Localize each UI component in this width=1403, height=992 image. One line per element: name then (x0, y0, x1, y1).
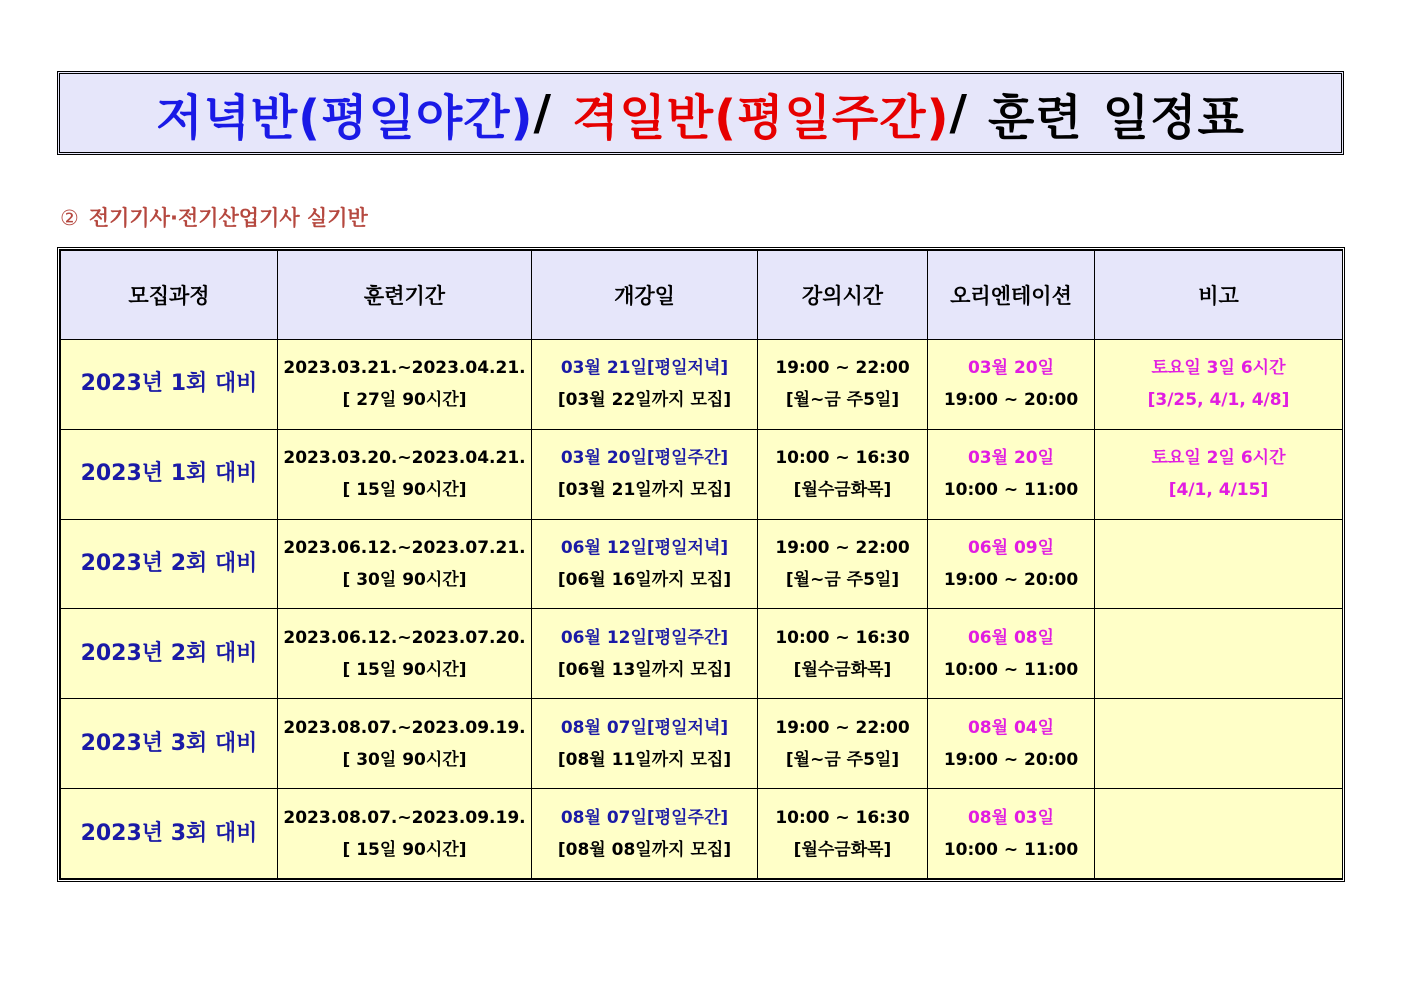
table-row (61, 340, 1343, 430)
orientation-cell (928, 429, 1095, 519)
title-evening-class: 저녁반(평일야간) (156, 89, 534, 146)
header-notes: 비고 (1095, 251, 1343, 340)
orientation-date: 03월 20일 (967, 448, 1055, 469)
title-training: 훈련 (988, 89, 1083, 146)
course-cell: 2023년 3회 대비 (61, 699, 278, 789)
time-cell (758, 429, 928, 519)
class-days: [월수금화목] (793, 659, 892, 680)
class-time: 10:00 ~ 16:30 (775, 627, 910, 648)
class-days: [월~금 주5일] (785, 749, 900, 770)
period-days: [ 30일 90시간] (342, 749, 467, 770)
title-alternate-class: 격일반(평일주간) (572, 89, 950, 146)
period-days: [ 27일 90시간] (342, 390, 467, 411)
header-course: 모집과정 (61, 251, 278, 340)
orientation-cell (928, 789, 1095, 879)
start-cell (532, 340, 758, 430)
start-date: 03월 21일[평일저녁] (560, 358, 729, 379)
header-period: 훈련기간 (278, 251, 532, 340)
start-date: 06월 12일[평일주간] (560, 627, 729, 648)
orientation-cell (928, 519, 1095, 609)
period-range: 2023.06.12.~2023.07.20. (283, 627, 526, 648)
course-cell: 2023년 3회 대비 (61, 789, 278, 879)
header-start-date: 개강일 (532, 251, 758, 340)
notes-cell (1095, 340, 1343, 430)
section-number: ② (60, 206, 79, 230)
title-separator: / (949, 85, 969, 141)
time-cell (758, 789, 928, 879)
period-range: 2023.03.21.~2023.04.21. (283, 358, 526, 379)
title-separator: / (533, 85, 553, 141)
period-cell (278, 519, 532, 609)
orientation-date: 08월 04일 (967, 717, 1055, 738)
period-range: 2023.06.12.~2023.07.21. (283, 538, 526, 559)
table-row (61, 789, 1343, 879)
recruit-deadline: [03월 21일까지 모집] (557, 480, 732, 501)
time-cell (758, 340, 928, 430)
page-title (57, 71, 1344, 155)
orientation-time: 19:00 ~ 20:00 (943, 570, 1079, 591)
orientation-cell (928, 699, 1095, 789)
table-row (61, 699, 1343, 789)
class-days: [월~금 주5일] (785, 390, 900, 411)
section-title: 전기기사·전기산업기사 실기반 (88, 206, 368, 230)
class-time: 10:00 ~ 16:30 (775, 448, 910, 469)
table-row (61, 519, 1343, 609)
orientation-date: 06월 08일 (967, 627, 1055, 648)
period-cell (278, 609, 532, 699)
title-schedule: 일정표 (1102, 89, 1245, 146)
time-cell (758, 609, 928, 699)
period-range: 2023.08.07.~2023.09.19. (283, 807, 526, 828)
notes-cell (1095, 609, 1343, 699)
period-days: [ 15일 90시간] (342, 480, 467, 501)
orientation-date: 03월 20일 (967, 358, 1055, 379)
notes-cell (1095, 699, 1343, 789)
recruit-deadline: [03월 22일까지 모집] (557, 390, 732, 411)
orientation-time: 10:00 ~ 11:00 (943, 480, 1079, 501)
start-date: 03월 20일[평일주간] (560, 448, 729, 469)
start-cell (532, 519, 758, 609)
class-time: 10:00 ~ 16:30 (775, 807, 910, 828)
course-cell: 2023년 1회 대비 (61, 340, 278, 430)
start-cell (532, 429, 758, 519)
start-cell (532, 789, 758, 879)
class-days: [월수금화목] (793, 839, 892, 860)
recruit-deadline: [08월 08일까지 모집] (557, 839, 732, 860)
orientation-time: 19:00 ~ 20:00 (943, 749, 1079, 770)
table-row (61, 429, 1343, 519)
orientation-date: 06월 09일 (967, 538, 1055, 559)
note-line: 토요일 2일 6시간 (1151, 448, 1286, 469)
start-cell (532, 609, 758, 699)
orientation-time: 19:00 ~ 20:00 (943, 390, 1079, 411)
period-days: [ 15일 90시간] (342, 839, 467, 860)
orientation-time: 10:00 ~ 11:00 (943, 659, 1079, 680)
class-days: [월~금 주5일] (785, 570, 900, 591)
time-cell (758, 519, 928, 609)
start-date: 08월 07일[평일저녁] (560, 717, 729, 738)
table-header-row (61, 251, 1343, 340)
recruit-deadline: [06월 16일까지 모집] (557, 570, 732, 591)
note-line: [3/25, 4/1, 4/8] (1147, 390, 1290, 411)
header-class-time: 강의시간 (758, 251, 928, 340)
course-cell: 2023년 2회 대비 (61, 609, 278, 699)
class-days: [월수금화목] (793, 480, 892, 501)
period-cell (278, 789, 532, 879)
course-cell: 2023년 1회 대비 (61, 429, 278, 519)
period-cell (278, 340, 532, 430)
period-days: [ 15일 90시간] (342, 659, 467, 680)
period-range: 2023.03.20.~2023.04.21. (283, 448, 526, 469)
orientation-cell (928, 340, 1095, 430)
orientation-date: 08월 03일 (967, 807, 1055, 828)
section-heading (60, 202, 368, 232)
class-time: 19:00 ~ 22:00 (775, 538, 910, 559)
recruit-deadline: [08월 11일까지 모집] (557, 749, 732, 770)
start-cell (532, 699, 758, 789)
table-row (61, 609, 1343, 699)
notes-cell (1095, 789, 1343, 879)
period-cell (278, 699, 532, 789)
notes-cell (1095, 429, 1343, 519)
orientation-cell (928, 609, 1095, 699)
header-orientation: 오리엔테이션 (928, 251, 1095, 340)
period-cell (278, 429, 532, 519)
course-cell: 2023년 2회 대비 (61, 519, 278, 609)
recruit-deadline: [06월 13일까지 모집] (557, 659, 732, 680)
start-date: 08월 07일[평일주간] (560, 807, 729, 828)
class-time: 19:00 ~ 22:00 (775, 717, 910, 738)
notes-cell (1095, 519, 1343, 609)
period-range: 2023.08.07.~2023.09.19. (283, 717, 526, 738)
class-time: 19:00 ~ 22:00 (775, 358, 910, 379)
time-cell (758, 699, 928, 789)
period-days: [ 30일 90시간] (342, 570, 467, 591)
start-date: 06월 12일[평일저녁] (560, 538, 729, 559)
schedule-table-frame (57, 247, 1345, 882)
note-line: 토요일 3일 6시간 (1151, 358, 1286, 379)
schedule-table (60, 250, 1343, 879)
note-line: [4/1, 4/15] (1168, 480, 1269, 501)
orientation-time: 10:00 ~ 11:00 (943, 839, 1079, 860)
